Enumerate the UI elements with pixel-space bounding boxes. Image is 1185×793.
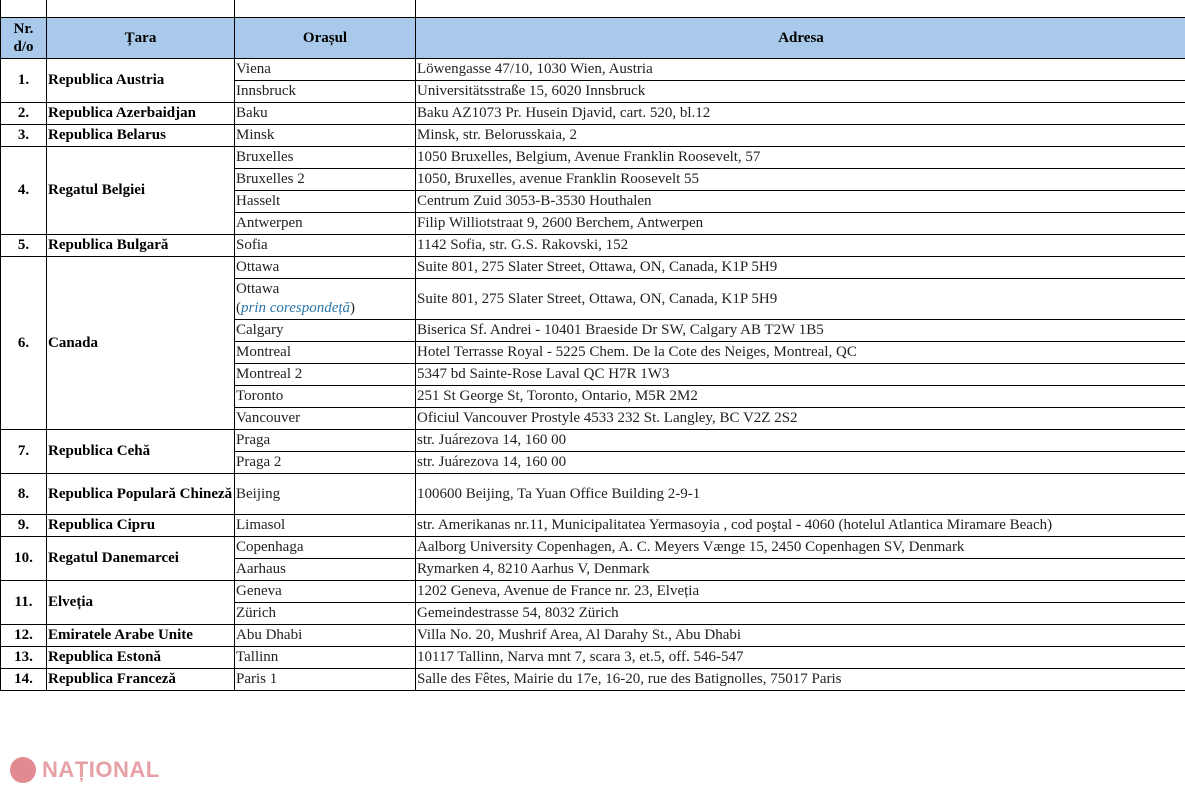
country-cell: Republica Estonă: [47, 647, 235, 669]
city-cell: Bruxelles 2: [235, 169, 416, 191]
address-cell: Suite 801, 275 Slater Street, Ottawa, ON, Canada, K1P 5H9: [416, 279, 1185, 320]
table-row: [1, 103, 1185, 125]
empty-top-row: [1, 0, 1185, 18]
address-cell: Rymarken 4, 8210 Aarhus V, Denmark: [416, 559, 1185, 581]
row-number: 14.: [1, 669, 47, 691]
address-cell: Gemeindestrasse 54, 8032 Zürich: [416, 603, 1185, 625]
table-row: [1, 474, 1185, 515]
row-number: 4.: [1, 147, 47, 235]
country-cell: Elveția: [47, 581, 235, 625]
city-cell: Montreal: [235, 342, 416, 364]
city-cell: Innsbruck: [235, 81, 416, 103]
table-row: [1, 581, 1185, 603]
address-cell: 1142 Sofia, str. G.S. Rakovski, 152: [416, 235, 1185, 257]
table-row: [1, 625, 1185, 647]
city-cell: Viena: [235, 59, 416, 81]
table-row: [1, 647, 1185, 669]
country-cell: Republica Belarus: [47, 125, 235, 147]
city-cell: Toronto: [235, 386, 416, 408]
table-row: [1, 537, 1185, 559]
row-number: 13.: [1, 647, 47, 669]
address-cell: Oficiul Vancouver Prostyle 4533 232 St. Langley, BC V2Z 2S2: [416, 408, 1185, 430]
city-cell: Praga: [235, 430, 416, 452]
header-row: [1, 18, 1185, 59]
city-cell: Vancouver: [235, 408, 416, 430]
country-cell: Emiratele Arabe Unite: [47, 625, 235, 647]
address-cell: Hotel Terrasse Royal - 5225 Chem. De la Cote des Neiges, Montreal, QC: [416, 342, 1185, 364]
row-number: 7.: [1, 430, 47, 474]
country-cell: Regatul Belgiei: [47, 147, 235, 235]
country-cell: Republica Azerbaidjan: [47, 103, 235, 125]
address-cell: Biserica Sf. Andrei - 10401 Braeside Dr SW, Calgary AB T2W 1B5: [416, 320, 1185, 342]
row-number: 9.: [1, 515, 47, 537]
row-number: 2.: [1, 103, 47, 125]
country-cell: Republica Cipru: [47, 515, 235, 537]
country-cell: Regatul Danemarcei: [47, 537, 235, 581]
address-cell: str. Juárezova 14, 160 00: [416, 452, 1185, 474]
table-row: [1, 59, 1185, 81]
city-cell: Praga 2: [235, 452, 416, 474]
address-cell: Villa No. 20, Mushrif Area, Al Darahy St., Abu Dhabi: [416, 625, 1185, 647]
address-cell: 10117 Tallinn, Narva mnt 7, scara 3, et.5, off. 546-547: [416, 647, 1185, 669]
address-cell: Löwengasse 47/10, 1030 Wien, Austria: [416, 59, 1185, 81]
city-name: Ottawa: [236, 281, 280, 297]
header-adresa: Adresa: [416, 18, 1185, 59]
row-number: 1.: [1, 59, 47, 103]
city-cell: Baku: [235, 103, 416, 125]
city-cell: Ottawa: [235, 257, 416, 279]
address-cell: Suite 801, 275 Slater Street, Ottawa, ON, Canada, K1P 5H9: [416, 257, 1185, 279]
address-cell: str. Juárezova 14, 160 00: [416, 430, 1185, 452]
city-cell: Sofia: [235, 235, 416, 257]
city-cell: Limasol: [235, 515, 416, 537]
city-cell: Minsk: [235, 125, 416, 147]
address-cell: 1050, Bruxelles, avenue Franklin Roosevelt 55: [416, 169, 1185, 191]
row-number: 3.: [1, 125, 47, 147]
country-cell: Canada: [47, 257, 235, 430]
city-cell: Aarhaus: [235, 559, 416, 581]
table-row: [1, 515, 1185, 537]
address-cell: str. Amerikanas nr.11, Municipalitatea Yermasoyia , cod poştal - 4060 (hotelul Atlantica Miramare Beach): [416, 515, 1185, 537]
address-cell: Minsk, str. Belorusskaia, 2: [416, 125, 1185, 147]
city-cell: Paris 1: [235, 669, 416, 691]
city-cell: Montreal 2: [235, 364, 416, 386]
city-cell: Hasselt: [235, 191, 416, 213]
address-cell: Filip Williotstraat 9, 2600 Berchem, Antwerpen: [416, 213, 1185, 235]
address-cell: 1050 Bruxelles, Belgium, Avenue Franklin Roosevelt, 57: [416, 147, 1185, 169]
row-number: 8.: [1, 474, 47, 515]
table-row: [1, 430, 1185, 452]
city-cell: Ottawa (prin corespondeță): [235, 279, 416, 320]
table-body: [1, 59, 1185, 691]
address-cell: 251 St George St, Toronto, Ontario, M5R 2M2: [416, 386, 1185, 408]
address-cell: Aalborg University Copenhagen, A. C. Meyers Vænge 15, 2450 Copenhagen SV, Denmark: [416, 537, 1185, 559]
country-cell: Republica Cehă: [47, 430, 235, 474]
table-row: [1, 125, 1185, 147]
address-cell: Baku AZ1073 Pr. Husein Djavid, cart. 520, bl.12: [416, 103, 1185, 125]
city-cell: Abu Dhabi: [235, 625, 416, 647]
country-cell: Republica Bulgară: [47, 235, 235, 257]
correspondence-note: prin corespondeță: [241, 300, 351, 316]
header-tara: Țara: [47, 18, 235, 59]
national-logo: [10, 757, 160, 783]
address-cell: Centrum Zuid 3053-B-3530 Houthalen: [416, 191, 1185, 213]
row-number: 11.: [1, 581, 47, 625]
city-cell: Beijing: [235, 474, 416, 515]
table-row: [1, 147, 1185, 169]
header-oras: Orașul: [235, 18, 416, 59]
address-cell: Salle des Fêtes, Mairie du 17e, 16-20, rue des Batignolles, 75017 Paris: [416, 669, 1185, 691]
table-row: [1, 257, 1185, 279]
city-cell: Calgary: [235, 320, 416, 342]
city-cell: Antwerpen: [235, 213, 416, 235]
country-cell: Republica Austria: [47, 59, 235, 103]
table-row: [1, 669, 1185, 691]
table-row: [1, 235, 1185, 257]
country-cell: Republica Franceză: [47, 669, 235, 691]
address-cell: 1202 Geneva, Avenue de France nr. 23, Elveția: [416, 581, 1185, 603]
row-number: 10.: [1, 537, 47, 581]
city-cell: Bruxelles: [235, 147, 416, 169]
address-cell: Universitätsstraße 15, 6020 Innsbruck: [416, 81, 1185, 103]
row-number: 5.: [1, 235, 47, 257]
header-nr: Nr. d/o: [1, 18, 47, 59]
logo-icon: [10, 757, 36, 783]
country-cell: Republica Populară Chineză: [47, 474, 235, 515]
city-cell: Zürich: [235, 603, 416, 625]
row-number: 6.: [1, 257, 47, 430]
city-cell: Copenhaga: [235, 537, 416, 559]
address-cell: 100600 Beijing, Ta Yuan Office Building 2-9-1: [416, 474, 1185, 515]
row-number: 12.: [1, 625, 47, 647]
city-cell: Geneva: [235, 581, 416, 603]
logo-text: NAȚIONAL: [42, 757, 160, 782]
city-cell: Tallinn: [235, 647, 416, 669]
address-cell: 5347 bd Sainte-Rose Laval QC H7R 1W3: [416, 364, 1185, 386]
